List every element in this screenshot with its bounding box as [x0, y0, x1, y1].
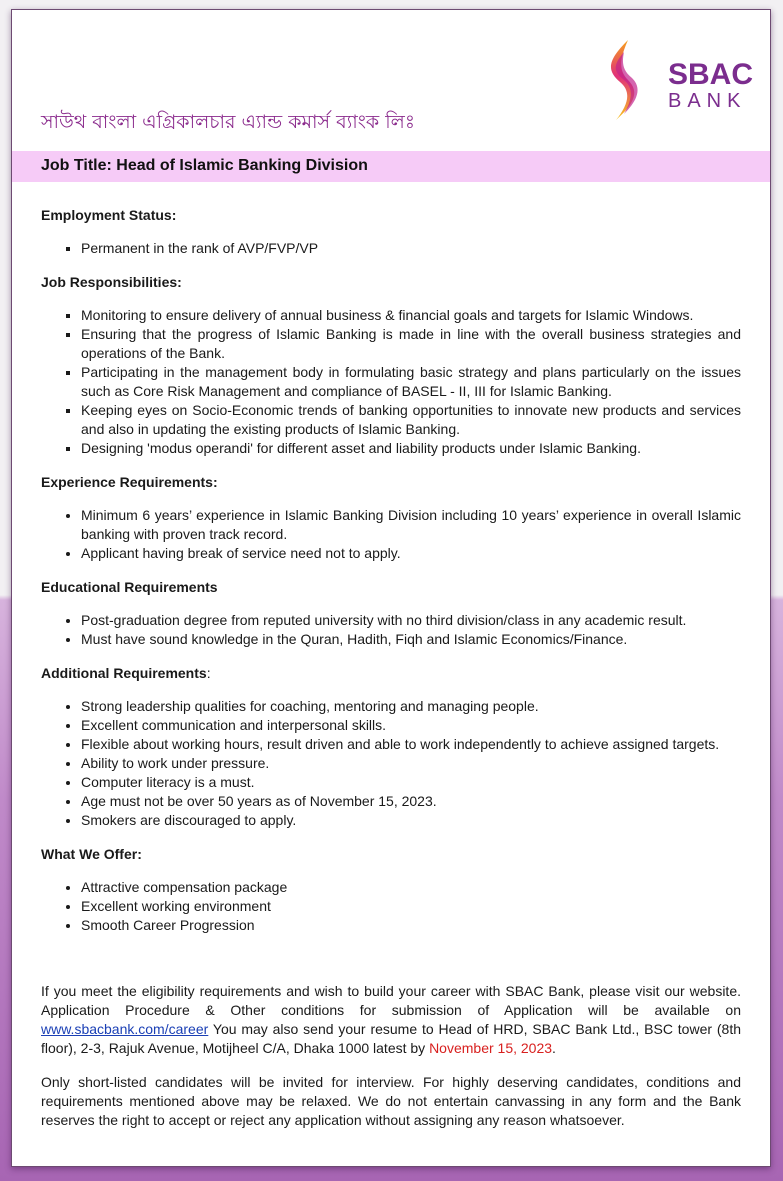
- job-ad-card: [11, 9, 771, 1167]
- responsibilities-heading: Job Responsibilities:: [41, 274, 182, 290]
- list-item: • Flexible about working hours, result driven and able to work independently to achieve assigned targets.: [81, 735, 741, 754]
- list-item: • Attractive compensation package: [81, 878, 741, 897]
- list-item: ▪ Designing 'modus operandi' for different asset and liability products under Islamic Banking.: [81, 439, 741, 458]
- offer-heading: What We Offer:: [41, 846, 142, 862]
- list-item: • Smooth Career Progression: [81, 916, 741, 935]
- employment-list: [41, 239, 741, 258]
- list-item: • Ability to work under pressure.: [81, 754, 741, 773]
- career-link[interactable]: www.sbacbank.com/career: [41, 1021, 209, 1037]
- svg-text:SBAC: SBAC: [668, 58, 754, 91]
- period: .: [552, 1040, 556, 1056]
- additional-heading-colon: :: [206, 665, 211, 681]
- list-item: • Excellent communication and interpersonal skills.: [81, 716, 741, 735]
- education-list: [41, 611, 741, 649]
- list-item: ▪ Participating in the management body in formulating basic strategy and plans particularly on the issues such as Core Risk Management and compliance of BASEL - II, III for Islamic Banking.: [81, 363, 741, 401]
- job-details: [41, 206, 741, 1130]
- additional-heading-text: Additional Requirements: [41, 665, 207, 681]
- svg-text:BANK: BANK: [668, 90, 747, 112]
- list-item: ▪ Keeping eyes on Socio-Economic trends of banking opportunities to innovate new products and services and also in updating the existing products of Islamic Banking.: [81, 401, 741, 439]
- application-text: If you meet the eligibility requirements and wish to build your career with SBAC Bank, please visit our website. Application Procedure & Other conditions for submission of Application will be available on: [41, 983, 741, 1018]
- list-item: • Age must not be over 50 years as of November 15, 2023.: [81, 792, 741, 811]
- list-item: • Strong leadership qualities for coaching, mentoring and managing people.: [81, 697, 741, 716]
- list-item: ▪ Monitoring to ensure delivery of annual business & financial goals and targets for Islamic Windows.: [81, 306, 741, 325]
- education-heading: Educational Requirements: [41, 579, 218, 595]
- offer-list: [41, 878, 741, 935]
- list-item: • Post-graduation degree from reputed university with no third division/class in any academic result.: [81, 611, 741, 630]
- list-item: • Smokers are discouraged to apply.: [81, 811, 741, 830]
- list-item: ▪ Permanent in the rank of AVP/FVP/VP: [81, 239, 741, 258]
- additional-heading: [41, 664, 741, 683]
- application-paragraph: [41, 982, 741, 1058]
- employment-heading: Employment Status:: [41, 207, 177, 223]
- additional-list: [41, 697, 741, 830]
- job-title-band: [12, 151, 770, 182]
- responsibilities-list: [41, 306, 741, 458]
- disclaimer-paragraph: Only short-listed candidates will be invited for interview. For highly deserving candidates, conditions and requirements mentioned above may be relaxed. We do not entertain canvassing in any form and the Bank reserves the right to accept or reject any application without assigning any reason whatsoever.: [41, 1074, 741, 1128]
- experience-list: [41, 506, 741, 563]
- sbac-bank-logo: [598, 30, 758, 130]
- list-item: • Excellent working environment: [81, 897, 741, 916]
- job-title: Job Title: Head of Islamic Banking Division: [41, 157, 368, 174]
- bank-name-bangla: সাউথ বাংলা এগ্রিকালচার এ্যান্ড কমার্স ব্যাংক লিঃ: [41, 111, 415, 133]
- experience-heading: Experience Requirements:: [41, 474, 218, 490]
- list-item: ▪ Ensuring that the progress of Islamic Banking is made in line with the overall business strategies and operations of the Bank.: [81, 325, 741, 363]
- deadline: November 15, 2023: [429, 1040, 553, 1056]
- list-item: • Minimum 6 years’ experience in Islamic Banking Division including 10 years’ experience in overall Islamic banking with proven track record.: [81, 506, 741, 544]
- list-item: • Must have sound knowledge in the Quran, Hadith, Fiqh and Islamic Economics/Finance.: [81, 630, 741, 649]
- list-item: • Computer literacy is a must.: [81, 773, 741, 792]
- application-text-2: You may also send your resume to Head of HRD, SBAC Bank Ltd., BSC tower (8th floor), 2-3, Rajuk Avenue, Motijheel C/A, Dhaka 1000 latest by: [41, 1021, 741, 1056]
- list-item: • Applicant having break of service need not to apply.: [81, 544, 741, 563]
